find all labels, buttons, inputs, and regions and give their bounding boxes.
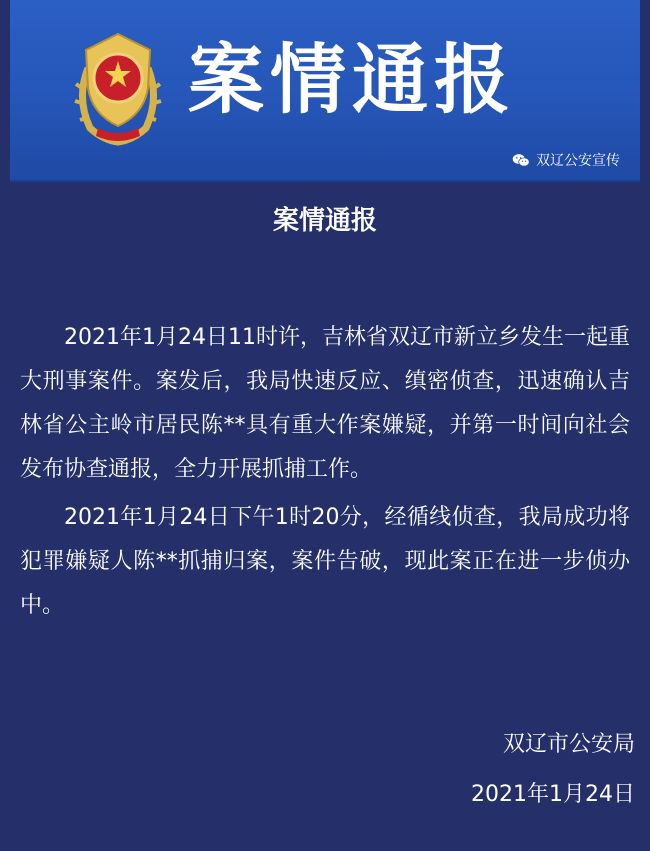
banner-title: 案情通报 — [188, 35, 516, 124]
source-label: 双辽公安宣传 — [536, 153, 620, 169]
paragraph: 2021年1月24日下午1时20分，经循线侦查，我局成功将犯罪嫌疑人陈**抓捕归案，案件告破，现此案正在进一步侦办中。 — [20, 505, 630, 618]
issue-date: 2021年1月24日 — [471, 782, 635, 807]
document-body — [20, 316, 630, 628]
paragraph: 2021年1月24日11时许，吉林省双辽市新立乡发生一起重大刑事案件。案发后，我局快速反应、缜密侦查，迅速确认吉林省公主岭市居民陈**具有重大作案嫌疑，并第一时间向社会发布协查通报，全力开展抓捕工作。 — [20, 325, 630, 482]
police-emblem-icon — [68, 28, 168, 148]
header-banner — [10, 0, 640, 182]
signer: 双辽市公安局 — [502, 732, 635, 757]
source-tag — [512, 150, 620, 170]
document-title: 案情通报 — [272, 206, 377, 236]
wechat-icon — [512, 153, 530, 168]
